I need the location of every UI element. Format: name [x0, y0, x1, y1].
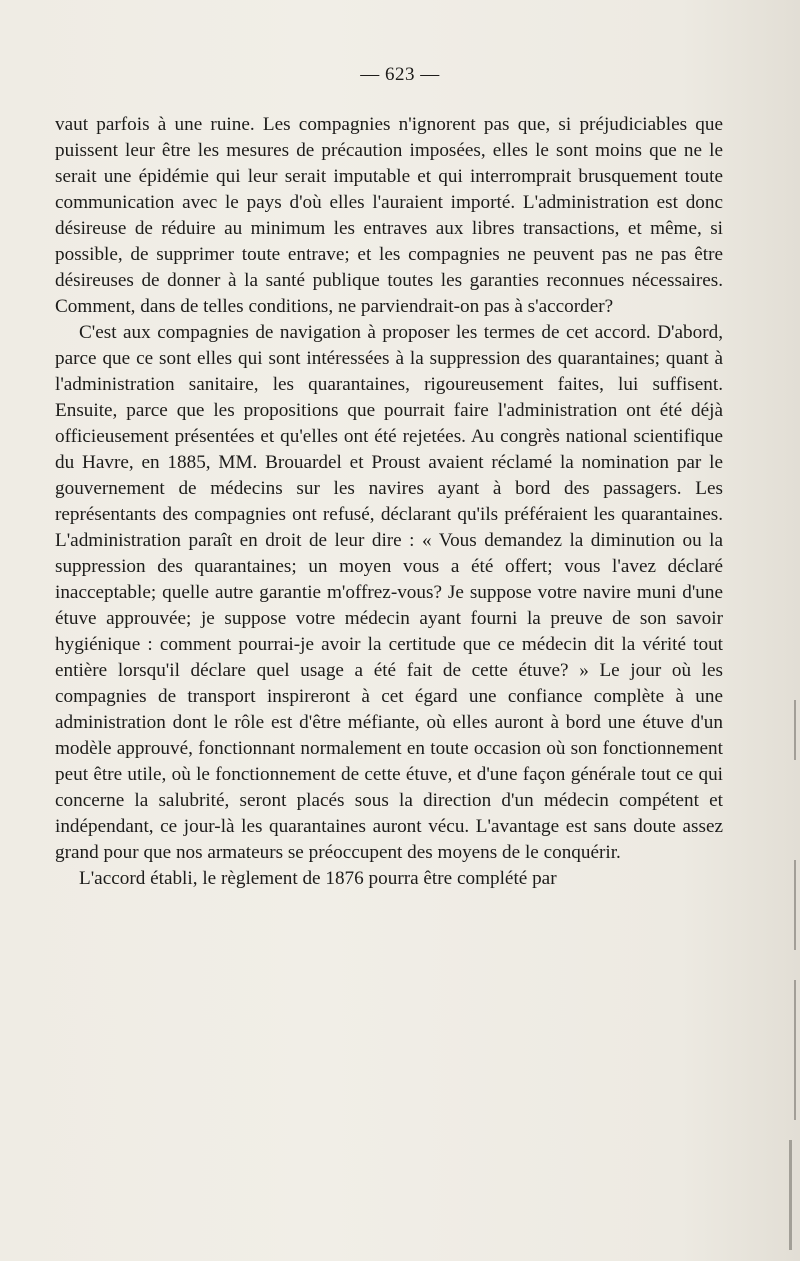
page-edge-mark	[789, 1140, 792, 1250]
page-edge-mark	[794, 980, 796, 1120]
paragraph-3: L'accord établi, le règlement de 1876 pourra être complété par	[79, 868, 557, 889]
paragraph-2: C'est aux compagnies de navigation à proposer les termes de cet accord. D'abord, parce que ce sont elles qui sont intéressées à la suppression des quarantaines; quant à l'administration sanitaire, les quarantaines, rigoureusement faites, lui suffisent. Ensuite, parce que les propositions que pourrait faire l'administration ont été déjà officieusement présentées et qu'elles ont été rejetées. Au congrès national scientifique du Havre, en 1885, MM. Brouardel et Proust avaient réclamé la nomination par le gouvernement de médecins sur les navires ayant à bord des passagers. Les représentants des compagnies ont refusé, déclarant qu'ils préféraient les quarantaines. L'administration paraît en droit de leur dire : « Vous demandez la diminution ou la suppression des quarantaines; un moyen vous a été offert; vous l'avez déclaré inacceptable; quelle autre garantie m'offrez-vous? Je suppose votre navire muni d'une étuve approuvée; je suppose votre médecin ayant fourni la preuve de son savoir hygiénique : comment pourrai-je avoir la certitude que ce médecin dit la vérité tout entière lorsqu'il déclare quel usage a été fait de cette étuve? » Le jour où les compagnies de transport inspireront à cet égard une confiance complète à une administration dont le rôle est d'être méfiante, où elles auront à bord une étuve d'un modèle approuvé, fonctionnant normalement en toute occasion où son fonctionnement peut être utile, où le fonctionnement de cette étuve, et d'une façon générale tout ce qui concerne la salubrité, seront placés sous la direction d'un médecin compétent et indépendant, ce jour-là les quarantaines auront vécu. L'avantage est sans doute assez grand pour que nos armateurs se préoccupent des moyens de le conquérir.	[55, 322, 723, 863]
page-number: — 623 —	[360, 64, 440, 85]
body-text	[55, 112, 723, 892]
paragraph-1: vaut parfois à une ruine. Les compagnies n'ignorent pas que, si préjudiciables que puissent leur être les mesures de précaution imposées, elles le sont moins que ne le serait une épidémie qui leur serait imputable et qui interromprait brusquement toute communication avec le pays d'où elles l'auraient importé. L'administration est donc désireuse de réduire au minimum les entraves aux libres transactions, et même, si possible, de supprimer toute entrave; et les compagnies ne peuvent pas ne pas être désireuses de donner à la santé publique toutes les garanties reconnues nécessaires. Comment, dans de telles conditions, ne parviendrait-on pas à s'accorder?	[55, 114, 723, 317]
page-edge-mark	[794, 860, 796, 950]
page-edge-mark	[794, 700, 796, 760]
